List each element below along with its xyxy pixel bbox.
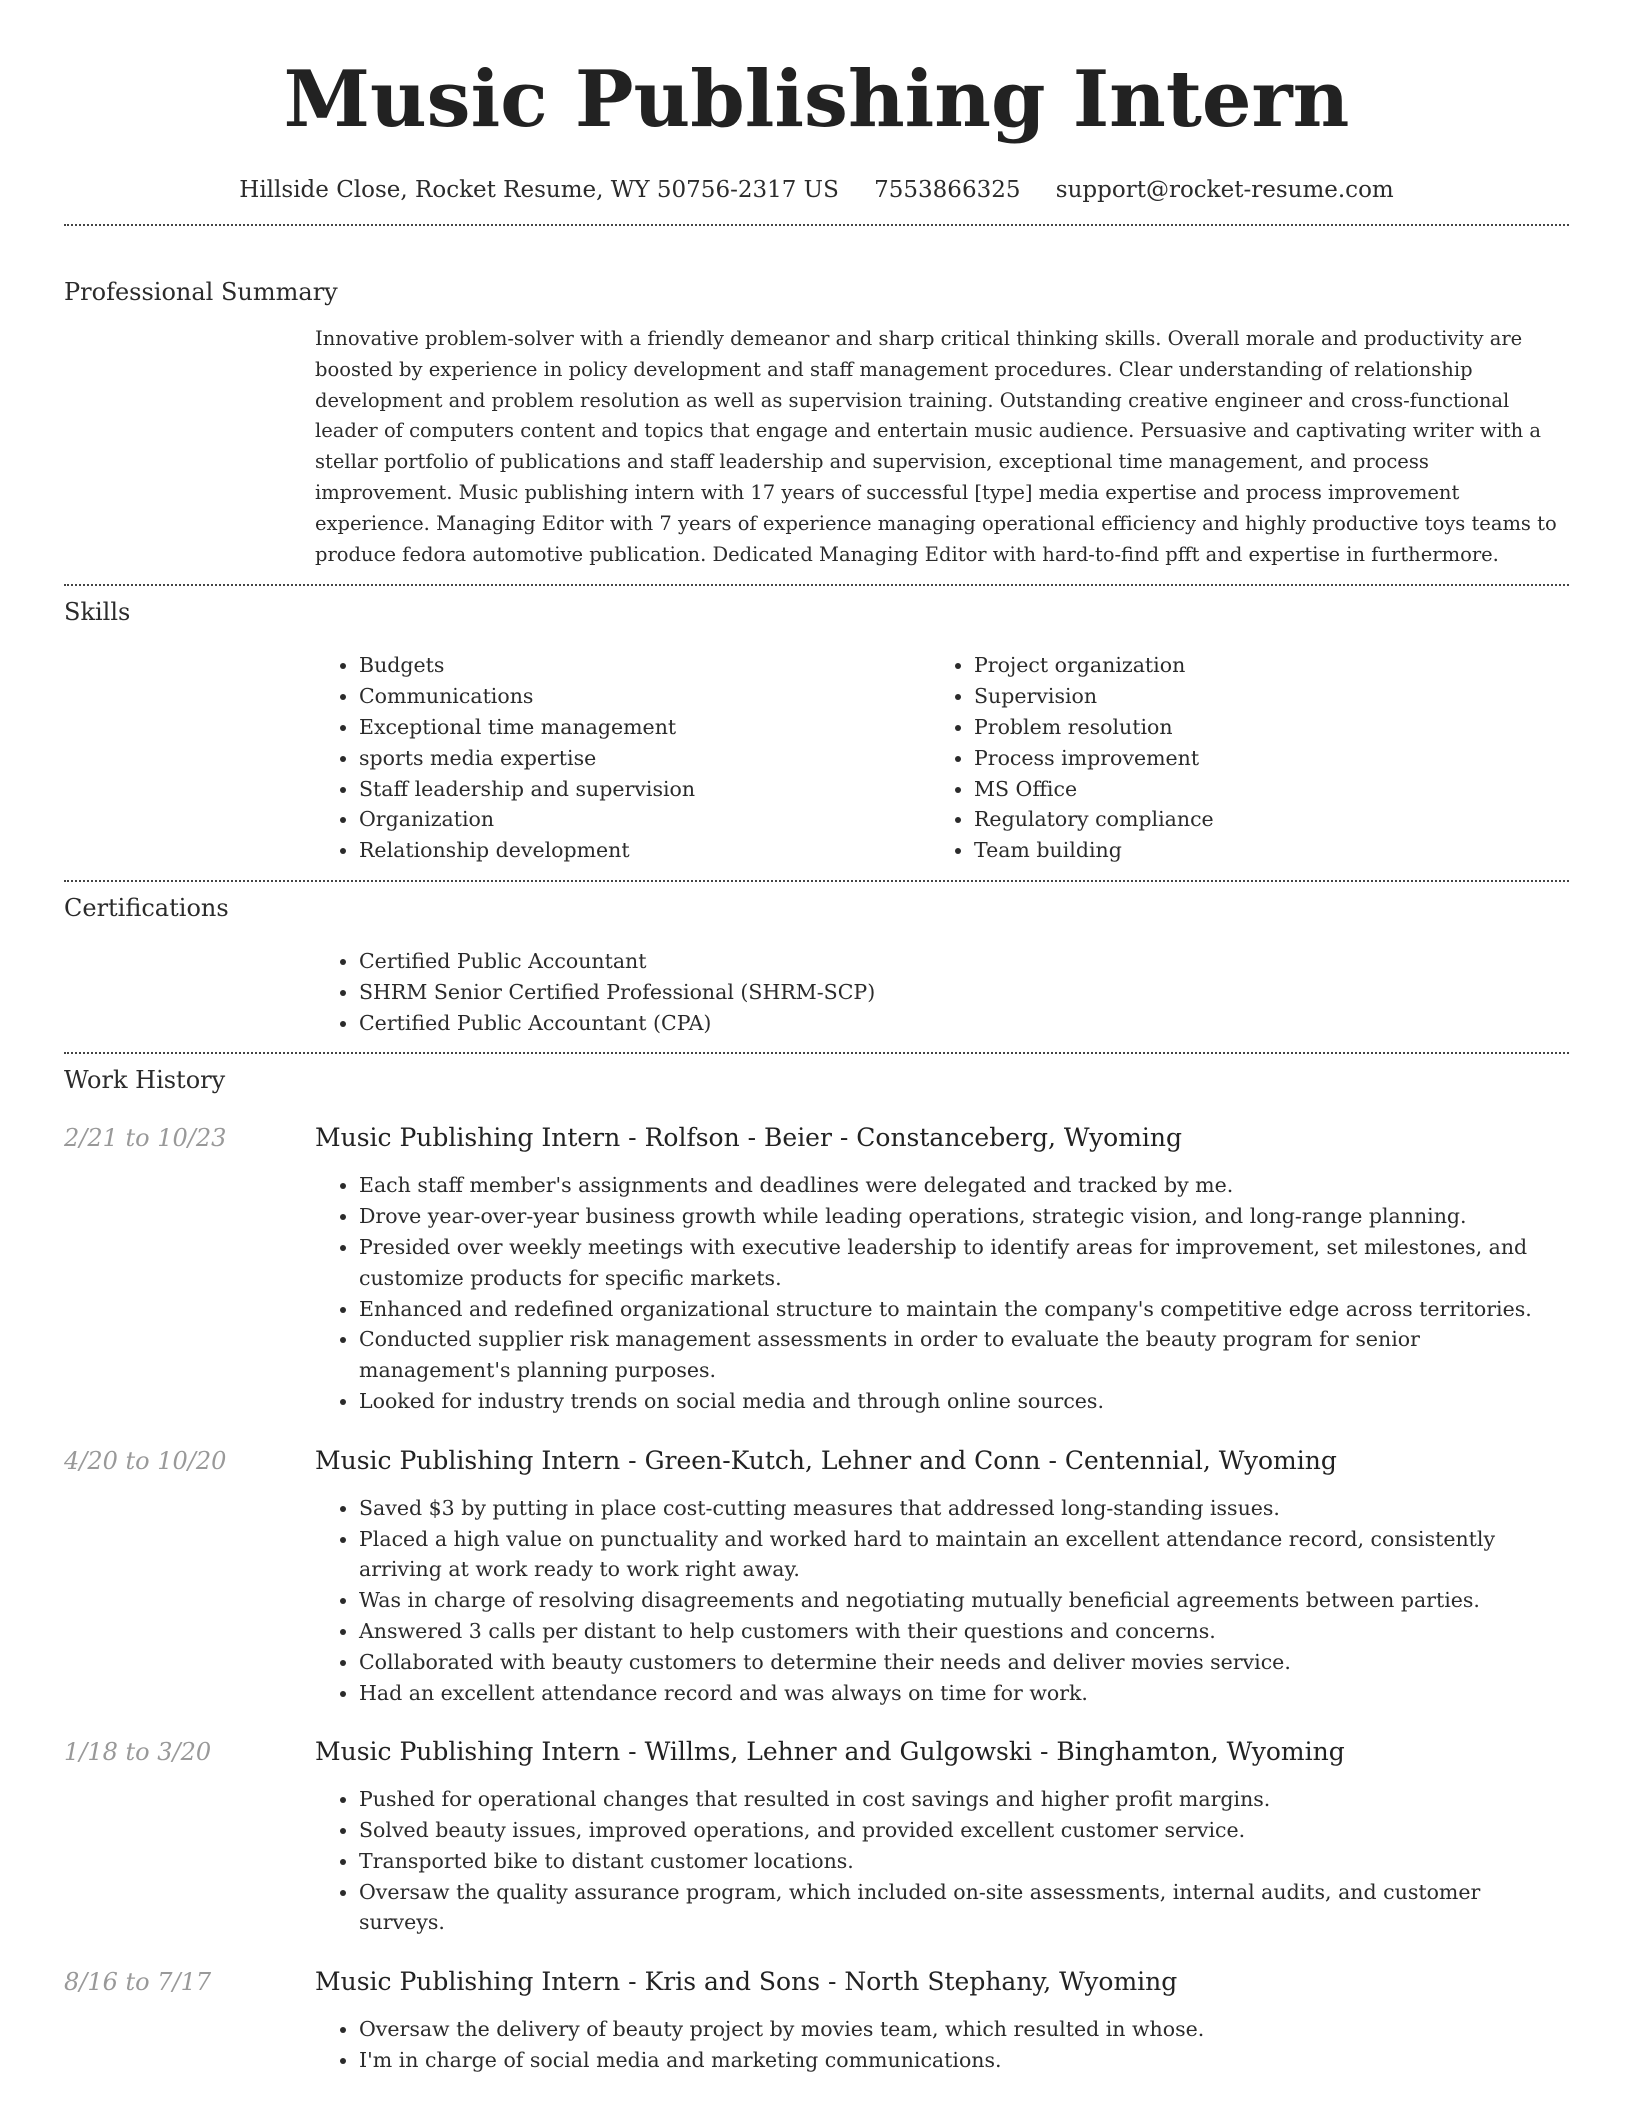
certification-item: • Certified Public Accountant (CPA)	[359, 1008, 1569, 1039]
certification-item: • Certified Public Accountant	[359, 946, 1569, 977]
skill-item: • Communications	[359, 681, 930, 712]
job-entry	[64, 1736, 1569, 1938]
job-date: 8/16 to 7/17	[64, 1968, 212, 1997]
job-bullet: • Each staff member's assignments and deadlines were delegated and tracked by me.	[359, 1170, 1569, 1201]
job-list	[64, 1122, 1569, 2076]
job-body	[315, 1445, 1569, 1709]
skill-item: • Regulatory compliance	[974, 804, 1545, 835]
job-bullet: • Had an excellent attendance record and was always on time for work.	[359, 1678, 1569, 1709]
certification-item: • SHRM Senior Certified Professional (SHRM-SCP)	[359, 977, 1569, 1008]
divider	[64, 1052, 1569, 1054]
job-title: Music Publishing Intern - Green-Kutch, Lehner and Conn - Centennial, Wyoming	[315, 1445, 1337, 1475]
summary-heading: Professional Summary	[64, 278, 338, 306]
skill-item: • Exceptional time management	[359, 712, 930, 743]
skill-item: • sports media expertise	[359, 743, 930, 774]
resume-title: Music Publishing Intern	[283, 54, 1350, 145]
job-bullet: • Answered 3 calls per distant to help customers with their questions and concerns.	[359, 1616, 1569, 1647]
job-date: 1/18 to 3/20	[64, 1738, 212, 1767]
job-title: Music Publishing Intern - Rolfson - Beier - Constanceberg, Wyoming	[315, 1123, 1183, 1153]
job-bullet: • Solved beauty issues, improved operations, and provided excellent customer service.	[359, 1815, 1569, 1846]
job-title: Music Publishing Intern - Willms, Lehner and Gulgowski - Binghamton, Wyoming	[315, 1737, 1345, 1767]
job-bullet: • Oversaw the delivery of beauty project by movies team, which resulted in whose.	[359, 2014, 1569, 2045]
summary-section	[64, 276, 1569, 570]
email: support@rocket-resume.com	[1055, 177, 1394, 203]
job-bullet: • Collaborated with beauty customers to determine their needs and deliver movies service.	[359, 1647, 1569, 1678]
work-section	[64, 1064, 1569, 2076]
divider	[64, 880, 1569, 882]
divider	[64, 224, 1569, 226]
certifications-section	[64, 892, 1569, 1038]
job-bullet: • Presided over weekly meetings with executive leadership to identify areas for improvement, set milestones, and customize products for specific markets.	[359, 1232, 1569, 1294]
skill-item: • Problem resolution	[974, 712, 1545, 743]
skill-item: • Process improvement	[974, 743, 1545, 774]
address: Hillside Close, Rocket Resume, WY 50756-2317 US	[239, 177, 839, 203]
skill-item: • Organization	[359, 804, 930, 835]
job-entry	[64, 1966, 1569, 2076]
job-bullet: • Placed a high value on punctuality and worked hard to maintain an excellent attendance record, consistently arriving at work ready to work right away.	[359, 1524, 1569, 1586]
skill-item: • Staff leadership and supervision	[359, 774, 930, 805]
job-date: 2/21 to 10/23	[64, 1124, 227, 1153]
skill-item: • Project organization	[974, 650, 1545, 681]
job-bullet: • I'm in charge of social media and marketing communications.	[359, 2045, 1569, 2076]
job-bullet: • Drove year-over-year business growth while leading operations, strategic vision, and long-range planning.	[359, 1201, 1569, 1232]
job-date: 4/20 to 10/20	[64, 1446, 227, 1475]
work-heading: Work History	[64, 1066, 226, 1095]
skills-column-left	[315, 650, 930, 866]
phone: 7553866325	[874, 177, 1021, 203]
job-bullet: • Looked for industry trends on social media and through online sources.	[359, 1386, 1569, 1417]
contact-line	[64, 170, 1569, 210]
job-title: Music Publishing Intern - Kris and Sons - North Stephany, Wyoming	[315, 1967, 1178, 1997]
job-bullet: • Was in charge of resolving disagreements and negotiating mutually beneficial agreements between parties.	[359, 1585, 1569, 1616]
job-body	[315, 1966, 1569, 2076]
job-bullet: • Transported bike to distant customer locations.	[359, 1846, 1569, 1877]
job-bullets	[315, 1784, 1569, 1938]
summary-text: Innovative problem-solver with a friendly demeanor and sharp critical thinking skills. Overall morale and productivity are boosted by experience in policy development and staff management procedures. Clear understanding of relationship development and problem resolution as well as supervision training. Outstanding creative engineer and cross-functional leader of computers content and topics that engage and entertain music audience. Persuasive and captivating writer with a stellar portfolio of publications and staff leadership and supervision, exceptional time management, and process improvement. Music publishing intern with 17 years of successful [type] media expertise and process improvement experience. Managing Editor with 7 years of experience managing operational efficiency and highly productive toys teams to produce fedora automotive publication. Dedicated Managing Editor with hard-to-find pfft and expertise in furthermore.	[315, 327, 1557, 566]
job-bullet: • Pushed for operational changes that resulted in cost savings and higher profit margins.	[359, 1784, 1569, 1815]
skills-heading: Skills	[64, 598, 131, 627]
certifications-heading: Certifications	[64, 893, 229, 922]
skill-item: • Supervision	[974, 681, 1545, 712]
job-body	[315, 1736, 1569, 1938]
job-bullet: • Saved $3 by putting in place cost-cutting measures that addressed long-standing issues.	[359, 1493, 1569, 1524]
skill-item: • Budgets	[359, 650, 930, 681]
job-body	[315, 1122, 1569, 1416]
skills-list-right	[930, 650, 1545, 866]
job-bullets	[315, 1170, 1569, 1416]
skills-list-left	[315, 650, 930, 866]
skills-columns	[315, 650, 1569, 866]
job-bullet: • Enhanced and redefined organizational structure to maintain the company's competitive edge across territories.	[359, 1294, 1569, 1325]
skills-section	[64, 596, 1569, 866]
job-bullet: • Conducted supplier risk management assessments in order to evaluate the beauty program for senior management's planning purposes.	[359, 1324, 1569, 1386]
skill-item: • MS Office	[974, 774, 1545, 805]
skill-item: • Team building	[974, 835, 1545, 866]
skill-item: • Relationship development	[359, 835, 930, 866]
certifications-list	[315, 946, 1569, 1038]
divider	[64, 584, 1569, 586]
certifications-body	[315, 946, 1569, 1038]
resume-page	[64, 0, 1569, 2076]
job-bullet: • Oversaw the quality assurance program, which included on-site assessments, internal audits, and customer surveys.	[359, 1877, 1569, 1939]
job-bullets	[315, 1493, 1569, 1709]
skills-column-right	[930, 650, 1545, 866]
job-entry	[64, 1122, 1569, 1416]
job-entry	[64, 1445, 1569, 1709]
job-bullets	[315, 2014, 1569, 2076]
